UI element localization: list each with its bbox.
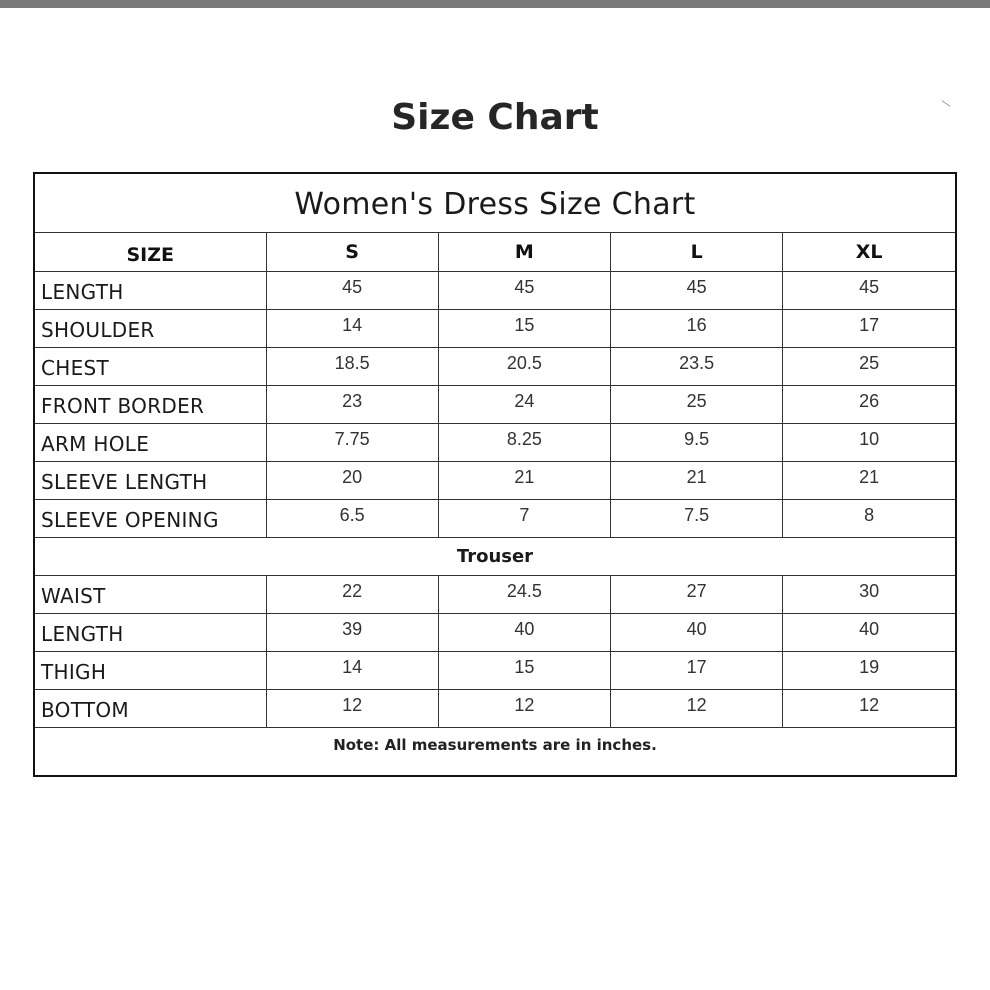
cell-value: 25 [783,347,955,385]
table-row [35,499,955,537]
cell-value: 26 [783,385,955,423]
cell-value: 7.75 [266,423,438,461]
cell-value: 23.5 [611,347,783,385]
cell-value: 45 [611,271,783,309]
cell-value: 30 [783,575,955,613]
row-label: FRONT BORDER [35,385,266,423]
cell-value: 24.5 [438,575,610,613]
cell-value: 15 [438,309,610,347]
row-label: LENGTH [35,271,266,309]
cell-value: 6.5 [266,499,438,537]
cell-value: 9.5 [611,423,783,461]
size-header: SIZE [35,233,266,271]
trouser-section-heading: Trouser [35,537,955,575]
cell-value: 17 [611,651,783,689]
cell-value: 14 [266,651,438,689]
cell-value: 24 [438,385,610,423]
header-row [35,233,955,271]
section-row [35,537,955,575]
cell-value: 21 [611,461,783,499]
cell-value: 7 [438,499,610,537]
cell-value: 15 [438,651,610,689]
cell-value: 7.5 [611,499,783,537]
cell-value: 12 [611,689,783,727]
cell-value: 8.25 [438,423,610,461]
cell-value: 21 [438,461,610,499]
table-row [35,651,955,689]
table-row [35,347,955,385]
table-row [35,613,955,651]
size-column-m: M [438,233,610,271]
cell-value: 19 [783,651,955,689]
cell-value: 23 [266,385,438,423]
table-row [35,689,955,727]
cell-value: 40 [438,613,610,651]
size-column-s: S [266,233,438,271]
row-label: CHEST [35,347,266,385]
row-label: ARM HOLE [35,423,266,461]
cell-value: 27 [611,575,783,613]
table-row [35,575,955,613]
cell-value: 10 [783,423,955,461]
cell-value: 14 [266,309,438,347]
row-label: WAIST [35,575,266,613]
row-label: SLEEVE OPENING [35,499,266,537]
cell-value: 25 [611,385,783,423]
cell-value: 40 [783,613,955,651]
cell-value: 17 [783,309,955,347]
cell-value: 16 [611,309,783,347]
chart-title: Women's Dress Size Chart [35,174,955,233]
table-row [35,309,955,347]
cell-value: 22 [266,575,438,613]
measurement-note: Note: All measurements are in inches. [35,727,955,763]
cell-value: 12 [783,689,955,727]
row-label: LENGTH [35,613,266,651]
size-table [35,233,955,763]
cell-value: 12 [266,689,438,727]
cell-value: 20 [266,461,438,499]
note-row [35,727,955,763]
size-column-xl: XL [783,233,955,271]
size-chart [33,172,957,777]
cell-value: 40 [611,613,783,651]
row-label: SLEEVE LENGTH [35,461,266,499]
cell-value: 39 [266,613,438,651]
cell-value: 45 [266,271,438,309]
top-border-bar [0,0,990,8]
table-row [35,385,955,423]
table-row [35,461,955,499]
row-label: BOTTOM [35,689,266,727]
cell-value: 45 [438,271,610,309]
row-label: SHOULDER [35,309,266,347]
cell-value: 12 [438,689,610,727]
table-row [35,271,955,309]
page-title: Size Chart [391,97,599,138]
table-row [35,423,955,461]
cell-value: 20.5 [438,347,610,385]
row-label: THIGH [35,651,266,689]
size-column-l: L [611,233,783,271]
cell-value: 45 [783,271,955,309]
cell-value: 8 [783,499,955,537]
cell-value: 18.5 [266,347,438,385]
cell-value: 21 [783,461,955,499]
